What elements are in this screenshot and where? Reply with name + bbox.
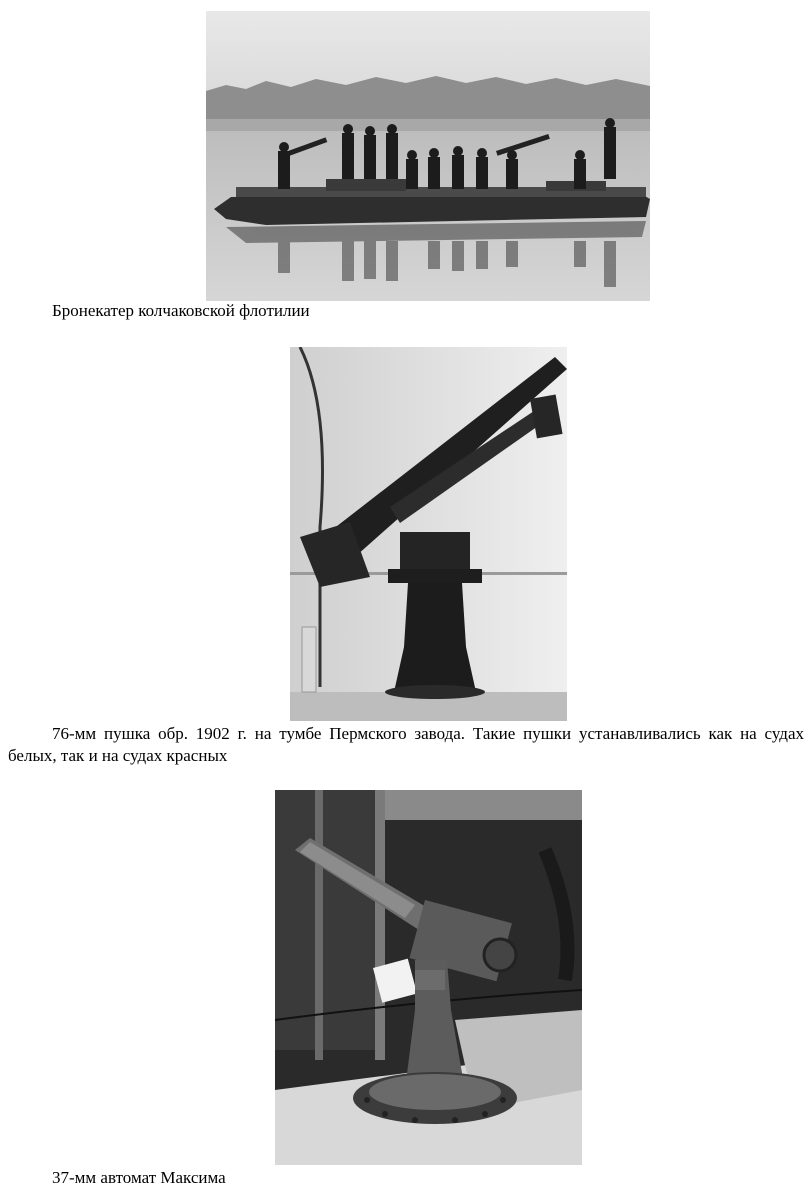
figure-caption-naval-gun: 76-мм пушка обр. 1902 г. на тумбе Пермского завода. Такие пушки устанавливались как на судах белых, так и на судах красных xyxy=(8,724,804,765)
naval-gun-photo xyxy=(290,347,567,721)
armored-boat-photo xyxy=(206,11,650,301)
autocannon-photo xyxy=(275,790,582,1165)
figure-caption-autocannon: 37-мм автомат Максима xyxy=(52,1168,226,1187)
figure-caption-armored-boat: Бронекатер колчаковской флотилии xyxy=(52,301,310,320)
